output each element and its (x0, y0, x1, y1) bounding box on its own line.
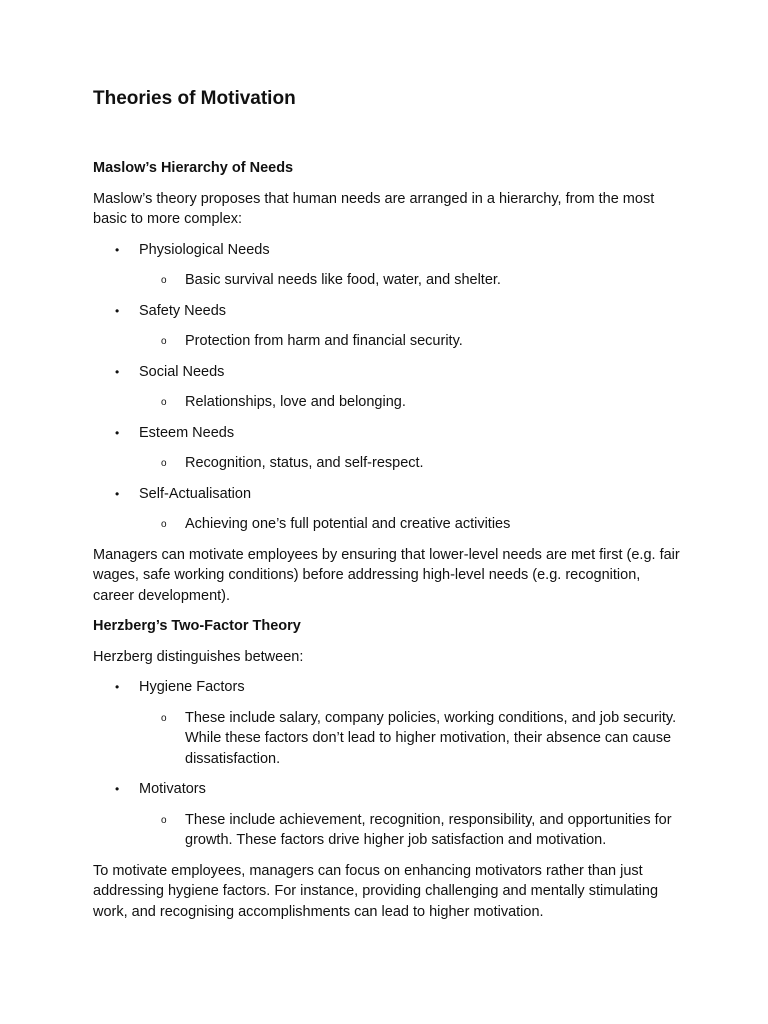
sub-bullet-icon: o (161, 814, 167, 826)
sub-list (139, 810, 683, 851)
sub-list-item-text: Protection from harm and financial security. (185, 333, 463, 349)
sub-list (139, 708, 683, 770)
list-item-label: Self-Actualisation (139, 485, 252, 502)
sub-list-item (139, 270, 683, 291)
bullet-icon: • (115, 680, 120, 694)
bullet-icon: • (115, 242, 120, 257)
sub-list-item-text: These include salary, company policies, working conditions, and job security. While these factors don’t lead to higher motivation, their absence can cause dissatisfaction. (185, 709, 677, 767)
maslow-conclusion: Managers can motivate employees by ensuring that lower-level needs are met first (e.g. fair wages, safe working conditions) before addressing high-level needs (e.g. recognition, career development). (93, 546, 680, 604)
list-item-label: Safety Needs (139, 302, 227, 319)
sub-list-item-text: Basic survival needs like food, water, and shelter. (185, 272, 501, 288)
bullet-icon: • (115, 303, 120, 318)
herzberg-intro: Herzberg distinguishes between: (93, 648, 304, 665)
document-body (93, 158, 683, 932)
sub-list-item (139, 708, 683, 770)
bullet-icon: • (115, 425, 120, 440)
sub-list (139, 392, 683, 413)
sub-bullet-icon: o (161, 397, 167, 408)
list-item (93, 423, 683, 474)
list-item-label: Esteem Needs (139, 424, 235, 441)
list-item (93, 779, 683, 851)
list-item (93, 484, 683, 535)
sub-bullet-icon: o (161, 458, 167, 469)
sub-list (139, 453, 683, 474)
list-item (93, 677, 683, 769)
section-heading-maslow: Maslow’s Hierarchy of Needs (93, 160, 294, 176)
sub-list-item-text: Achieving one’s full potential and creative activities (185, 516, 511, 532)
list-item-label: Motivators (139, 781, 206, 797)
sub-bullet-icon: o (161, 336, 167, 347)
maslow-needs-list (93, 240, 683, 535)
herzberg-factors-list (93, 677, 683, 851)
sub-list-item (139, 514, 683, 535)
sub-list-item (139, 810, 683, 851)
bullet-icon: • (115, 486, 120, 501)
sub-list-item-text: Recognition, status, and self-respect. (185, 455, 424, 471)
document-title: Theories of Motivation (93, 88, 296, 109)
section-heading-herzberg: Herzberg’s Two-Factor Theory (93, 618, 301, 634)
sub-list-item (139, 392, 683, 413)
sub-list-item-text: These include achievement, recognition, responsibility, and opportunities for growth. These factors drive higher job satisfaction and motivation. (185, 811, 672, 848)
list-item-label: Social Needs (139, 363, 225, 380)
list-item (93, 301, 683, 352)
bullet-icon: • (115, 364, 120, 379)
list-item-label: Hygiene Factors (139, 679, 245, 695)
sub-bullet-icon: o (161, 712, 167, 724)
sub-bullet-icon: o (161, 275, 167, 286)
sub-bullet-icon: o (161, 519, 167, 530)
maslow-intro: Maslow’s theory proposes that human needs are arranged in a hierarchy, from the most basic to more complex: (93, 190, 655, 227)
list-item-label: Physiological Needs (139, 241, 270, 258)
sub-list (139, 270, 683, 291)
list-item (93, 362, 683, 413)
bullet-icon: • (115, 782, 120, 796)
list-item (93, 240, 683, 291)
sub-list (139, 514, 683, 535)
sub-list-item (139, 453, 683, 474)
sub-list-item-text: Relationships, love and belonging. (185, 394, 406, 410)
sub-list (139, 331, 683, 352)
herzberg-conclusion: To motivate employees, managers can focus on enhancing motivators rather than just addressing hygiene factors. For instance, providing challenging and mentally stimulating work, and recognising accomplishments can lead to higher motivation. (93, 862, 659, 920)
sub-list-item (139, 331, 683, 352)
